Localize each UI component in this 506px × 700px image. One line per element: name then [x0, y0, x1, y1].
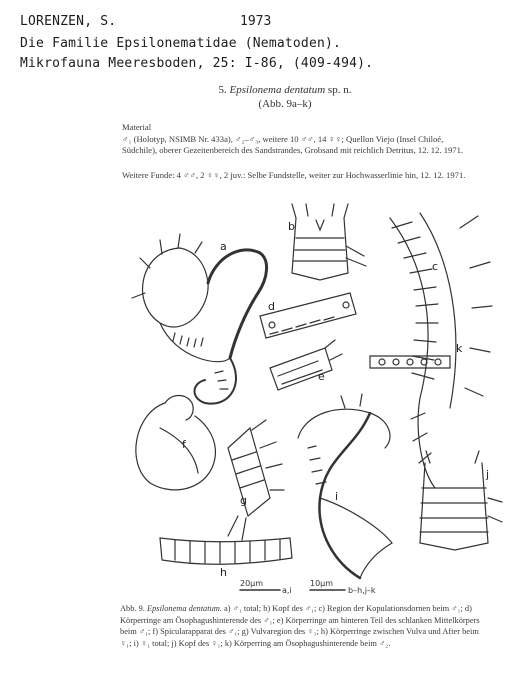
reference-author: LORENZEN, S.: [20, 14, 117, 29]
drawing-f: [136, 396, 216, 490]
figure-label-h: h: [220, 566, 227, 579]
reference-title: Die Familie Epsilonematidae (Nematoden).: [20, 36, 342, 51]
material-body: ♂₁ (Holotyp, NSIMB Nr. 433a), ♂₂–♂₃, weitere 10 ♂♂, 14 ♀♀; Quellon Viejo (Insel Chiloé, Südchile), oberer Gezeitenbereich des Sandstrandes, Grobsand mit reichlich Detritus, 12. 12. 1971.: [122, 134, 464, 155]
figure-label-d: d: [268, 300, 275, 313]
further-finds: Weitere Funde: 4 ♂♂, 2 ♀♀, 2 juv.: Selbe Fundstelle, weiter zur Hochwasserlinie hin, 12. 12. 1971.: [122, 170, 466, 180]
figure-label-i: i: [335, 490, 339, 503]
scale-bar-2-label: 10µm: [310, 579, 334, 588]
species-heading: [120, 84, 450, 96]
reference-journal: Mikrofauna Meeresboden, 25: I-86, (409-494).: [20, 56, 374, 71]
drawing-b: [292, 204, 366, 280]
figure-label-g: g: [240, 494, 247, 507]
scale-bar-1-label: 20µm: [240, 579, 264, 588]
caption-prefix: Abb. 9.: [120, 604, 145, 613]
figure-drawings: [120, 198, 504, 598]
drawing-j: [420, 451, 502, 550]
scale-bar-2-suffix: b–h,j–k: [348, 586, 376, 595]
reference-year: 1973: [240, 14, 272, 29]
figure-label-j: j: [486, 468, 490, 481]
figure-labels: [182, 220, 489, 579]
figure-caption: [120, 603, 482, 649]
figure-label-f: f: [182, 438, 186, 451]
scale-bar-1-suffix: a,i: [282, 586, 292, 595]
caption-text: a) ♂₁ total; b) Kopf des ♂₁; c) Region der Kopulationsdornen beim ♂₁; d) Körperringe am Ösophagushinterende des ♂₁; e) Körperringe am hinteren Teil des schlanken Mittelkörpers beim ♂₁; f) Spicularapparat des ♂₁; g) Vulvaregion des ♀₁; h) Körperringe zwischen Vulva und After beim ♀₁; i) ♀₁ total; j) Kopf des ♀₁; k) Körperring am Ösophagushinterende beim ♂₂.: [120, 604, 480, 648]
drawing-k: [370, 356, 450, 368]
drawing-a: [132, 234, 267, 404]
species-figure-ref: (Abb. 9a–k): [258, 98, 312, 110]
caption-species-name: Epsilonema dentatum.: [147, 604, 222, 613]
drawing-g: [228, 420, 284, 540]
drawing-i: [298, 394, 392, 578]
figure-label-a: a: [220, 240, 227, 253]
species-number: 5.: [218, 84, 227, 96]
species-name: Epsilonema dentatum: [229, 84, 326, 96]
drawing-h: [160, 538, 292, 564]
drawing-c: [390, 213, 492, 488]
figure-label-k: k: [456, 342, 463, 355]
figure-label-c: c: [432, 260, 439, 273]
species-suffix: sp. n.: [327, 84, 352, 96]
drawing-e: [270, 340, 342, 390]
figure-label-b: b: [288, 220, 295, 233]
material-label: Material: [122, 122, 152, 132]
figure-label-e: e: [318, 370, 325, 383]
